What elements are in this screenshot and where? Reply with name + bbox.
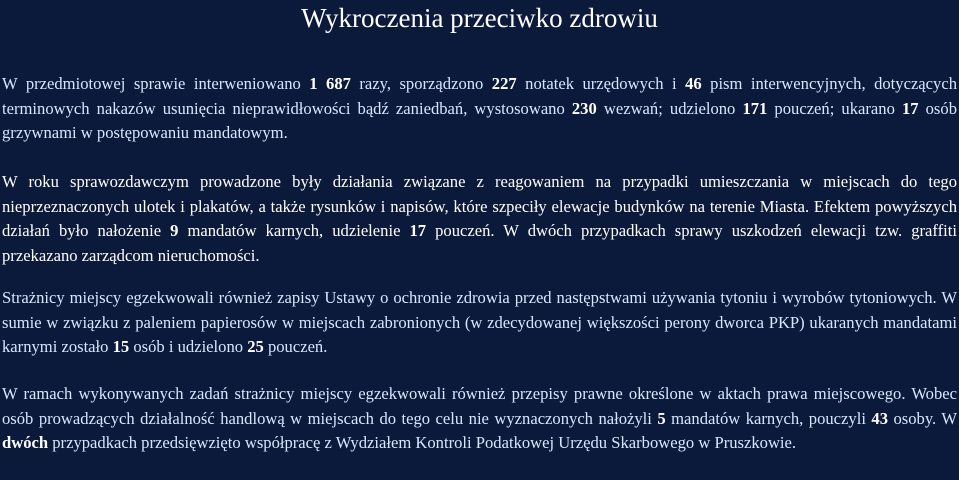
text: przypadkach przedsięwzięto współpracę z Wydziałem Kontroli Podatkowej Urzędu Skarbowego w Pruszkowie. [48,433,797,452]
count-fined-persons: 15 [112,337,130,356]
count-interventions: 1 687 [309,74,351,93]
page-title: Wykroczenia przeciwko zdrowiu [301,3,658,33]
paragraph-interventions [2,72,957,146]
text: osób i udzielono [129,337,248,356]
count-warnings: 171 [742,98,768,118]
text: wezwań; udzielono [596,98,743,118]
count-warned-persons: 43 [871,408,888,428]
text: pouczeń; ukarano [767,98,902,118]
text: pism interwencyjnych, dotyczących terminowych nakazów usunięcia nieprawidłowości bądź zaniedbań, wystosowano [2,74,957,118]
text: razy, sporządzono [350,74,492,93]
text: mandatów karnych, pouczyli [665,408,872,428]
paragraph-tobacco [2,286,957,360]
text: mandatów karnych, udzielenie [178,221,410,240]
text: osoby. W [888,408,958,428]
count-tickets: 5 [657,408,666,428]
count-fined: 17 [901,98,919,118]
text: W roku sprawozdawczym prowadzone były działania związane z reagowaniem na przypadki umieszczania w miejscach do tego nieprzeznaczonych ulotek i plakatów, a także rysunków i napisów, które szpeciły elewacje budynków na terenie Miasta. Efektem powyższych działań było nałożenie [2,172,957,240]
text: W ramach wykonywanych zadań strażnicy miejscy egzekwowali również przepisy prawne określone w aktach prawa miejscowego. Wobec osób prowadzących działalność handlową w miejscach do tego celu nie wyznaczonych nałożyli [2,384,957,428]
count-letters: 46 [685,74,702,93]
paragraph-posters [2,170,957,268]
paragraph-local-law [2,382,957,456]
count-notes: 227 [491,74,517,93]
count-summons: 230 [571,98,597,118]
count-warnings: 17 [409,221,427,240]
text: pouczeń. W dwóch przypadkach sprawy uszkodzeń elewacji tzw. graffiti przekazano zarządcom nieruchomości. [2,221,957,265]
count-warnings: 25 [247,337,264,356]
text: notatek urzędowych i [516,74,686,93]
text: Strażnicy miejscy egzekwowali również zapisy Ustawy o ochronie zdrowia przed następstwami używania tytoniu i wyrobów tytoniowych. W sumie w związku z paleniem papierosów w miejscach zabronionych (w zdecydowanej większości perony dworca PKP) ukaranych mandatami karnymi zostało [2,288,957,356]
count-cases: dwóch [2,433,49,452]
count-tickets: 9 [170,221,179,240]
text: pouczeń. [263,337,328,356]
text: W przedmiotowej sprawie interweniowano [2,74,310,93]
text: osób grzywnami w postępowaniu mandatowym. [2,98,957,142]
